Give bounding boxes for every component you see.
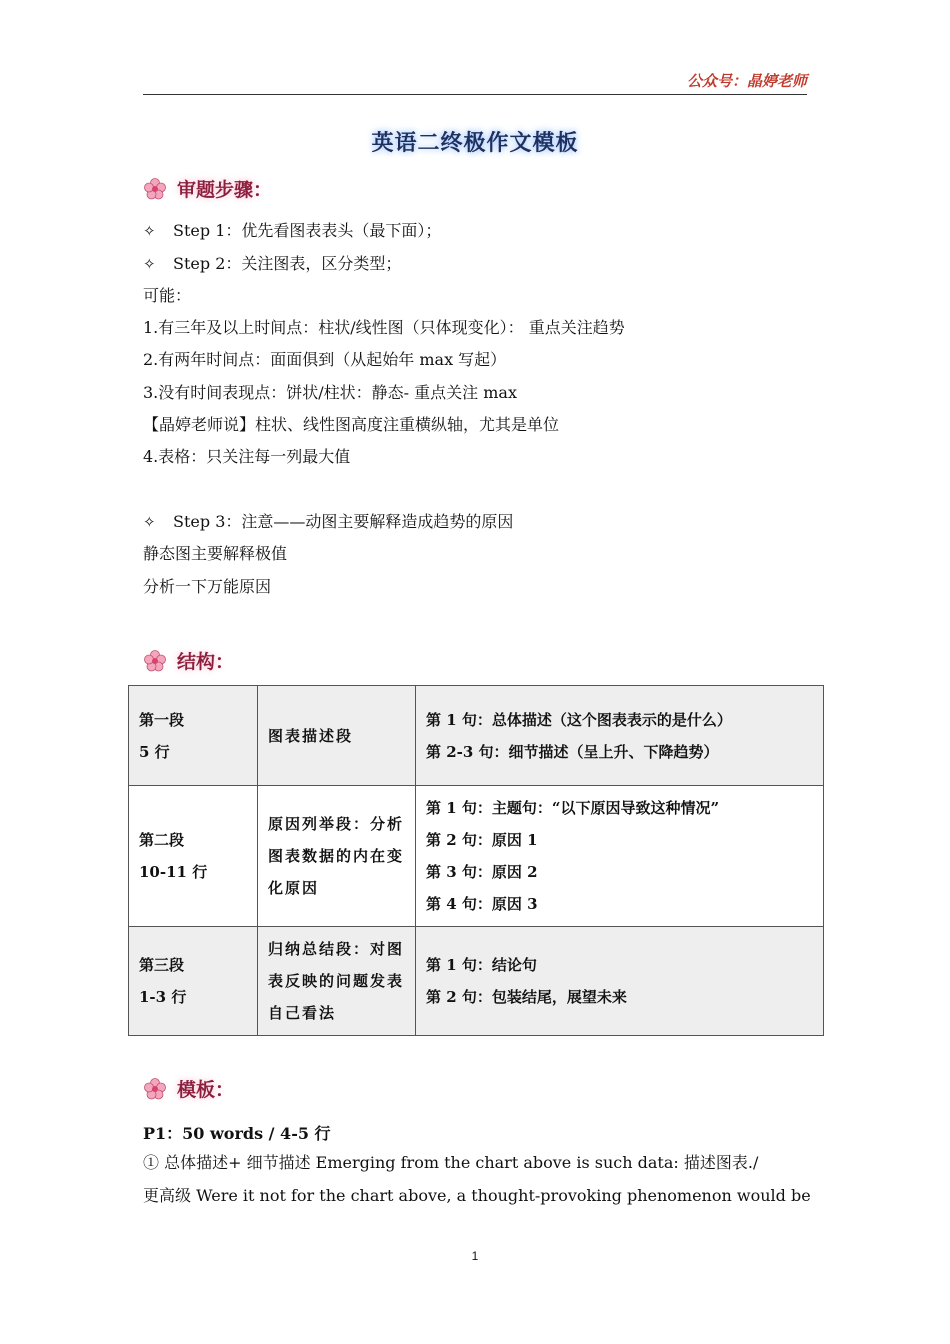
section-review-title: 审题步骤： [177,179,273,201]
possible-item-3: 3.没有时间表现点：饼状/柱状：静态- 重点关注 max [143,383,517,402]
header-account: 公众号：晶婷老师 [686,72,807,90]
possible-item-4: 4.表格：只关注每一列最大值 [143,447,351,466]
section-template-heading [143,1075,234,1102]
page-number: 1 [471,1249,479,1263]
table-cell-type: 归纳总结段：对图表反映的问题发表自己看法 [258,927,416,1036]
analysis-note: 分析一下万能原因 [143,577,272,596]
teacher-note: 【晶婷老师说】柱状、线性图高度注重横纵轴，尤其是单位 [143,415,560,434]
section-structure-heading [143,647,234,674]
template-line-2: 更高级 Were it not for the chart above, a thought-provoking phenomenon would be [143,1186,811,1205]
table-cell-sentences: 第 1 句：总体描述（这个图表表示的是什么） 第 2-3 句：细节描述（呈上升、下降趋势） [416,686,824,786]
table-cell-sentences: 第 1 句：结论句 第 2 句：包装结尾，展望未来 [416,927,824,1036]
section-template-title: 模板： [177,1079,235,1101]
table-cell-paragraph: 第一段 5 行 [129,686,258,786]
table-cell-type: 图表描述段 [258,686,416,786]
step3-line: ✧ Step 3：注意——动图主要解释造成趋势的原因 [143,512,514,531]
possible-item-2: 2.有两年时间点：面面俱到（从起始年 max 写起） [143,350,507,369]
template-line-1: ① 总体描述+ 细节描述 Emerging from the chart above is such data: 描述图表./ [143,1153,759,1172]
diamond-star-icon: ✧ [143,513,156,531]
page-title: 英语二终极作文模板 [371,130,579,156]
section-review-heading [143,175,272,202]
section-structure-title: 结构： [177,651,235,673]
table-cell-sentences: 第 1 句：主题句：“以下原因导致这种情况” 第 2 句：原因 1 第 3 句：原因 2 第 4 句：原因 3 [416,786,824,927]
static-note: 静态图主要解释极值 [143,544,288,563]
possible-item-1: 1.有三年及以上时间点：柱状/线性图（只体现变化）： 重点关注趋势 [143,318,625,337]
table-row [129,786,824,927]
flower-icon [143,177,167,201]
flower-icon [143,1077,167,1101]
possible-label: 可能： [143,286,192,305]
step2-line: ✧ Step 2：关注图表，区分类型； [143,254,402,273]
diamond-star-icon: ✧ [143,222,156,240]
structure-table [128,685,824,1036]
header-divider [143,94,807,95]
table-cell-paragraph: 第三段 1-3 行 [129,927,258,1036]
diamond-star-icon: ✧ [143,255,156,273]
flower-icon [143,649,167,673]
table-cell-paragraph: 第二段 10-11 行 [129,786,258,927]
step1-line: ✧ Step 1：优先看图表表头（最下面）； [143,221,442,240]
table-cell-type: 原因列举段：分析图表数据的内在变化原因 [258,786,416,927]
table-row [129,927,824,1036]
table-row [129,686,824,786]
p1-title: P1：50 words / 4-5 行 [143,1124,331,1143]
